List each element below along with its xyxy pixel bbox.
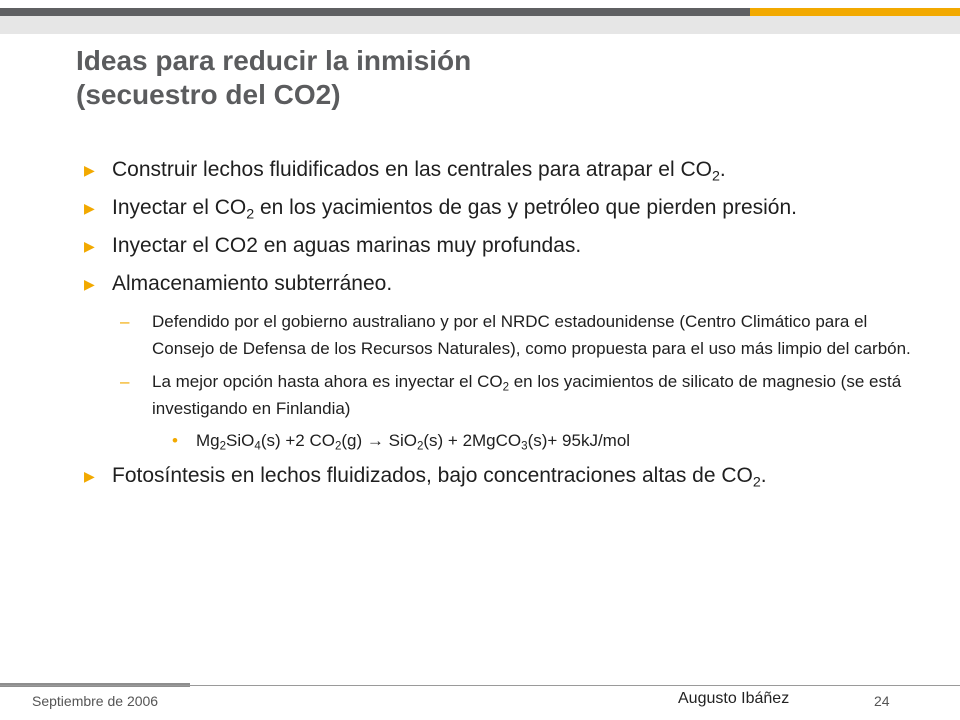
subscript: 2	[334, 440, 342, 453]
bullet-dot-icon: •	[172, 431, 178, 450]
equation-text: (g)	[341, 431, 367, 450]
subscript: 2	[502, 381, 509, 394]
equation-text: (s) +2 CO	[260, 431, 335, 450]
subscript: 2	[246, 206, 255, 223]
equation-text: Mg	[196, 431, 220, 450]
subscript: 4	[254, 440, 261, 453]
footer-author: Augusto Ibáñez	[678, 690, 790, 707]
bullet-text: Inyectar el CO	[112, 196, 247, 219]
footer-date: Septiembre de 2006	[32, 693, 159, 709]
bullet-arrow-icon: ▶	[84, 200, 95, 216]
bullet-text: en los yacimientos de gas y petróleo que pierden presión.	[254, 196, 797, 219]
bullet-text: .	[760, 464, 767, 487]
sub-bullet-australia-nrdc	[84, 308, 914, 362]
equation-text: (s) + 2MgCO	[423, 431, 522, 450]
top-bar-accent	[750, 8, 960, 16]
subscript: 2	[752, 474, 761, 491]
equation-text: SiO	[226, 431, 255, 450]
sub-bullet-text: en los yacimientos de silicato de magnesio (se está investigando en Finlandia)	[152, 372, 902, 418]
bullet-text: Fotosíntesis en lechos fluidizados, bajo concentraciones altas de CO	[112, 464, 753, 487]
bullet-text: .	[719, 158, 726, 181]
footer-divider	[0, 685, 960, 686]
reaction-equation	[84, 428, 914, 454]
equation-text: (s)+ 95kJ/mol	[527, 431, 631, 450]
top-bar-light	[0, 16, 960, 34]
subscript: 2	[711, 168, 720, 185]
bullet-inject-deep-sea	[84, 232, 914, 260]
subscript: 3	[521, 440, 528, 453]
page-number: 24	[874, 693, 890, 709]
sub-bullet-magnesium-silicate	[84, 368, 914, 422]
arrow-right-icon: →	[366, 431, 384, 450]
sub-bullet-text: Defendido por el gobierno australiano y por el NRDC estadounidense (Centro Climático para el Consejo de Defensa de los Recursos Naturales), como propuesta para el uso más limpio del carbón.	[152, 312, 911, 358]
bullet-arrow-icon: ▶	[84, 162, 95, 178]
slide-title-line-2: (secuestro del CO2)	[76, 79, 341, 110]
top-bar-dark	[0, 8, 750, 16]
bullet-underground-storage	[84, 270, 914, 298]
slide-title	[76, 44, 896, 112]
bullet-text: Inyectar el CO2 en aguas marinas muy profundas.	[112, 234, 582, 257]
bullet-inject-gas-oil	[84, 194, 914, 222]
bullet-text: Almacenamiento subterráneo.	[112, 272, 393, 295]
bullet-arrow-icon: ▶	[84, 468, 95, 484]
sub-bullet-text: La mejor opción hasta ahora es inyectar el CO	[152, 372, 503, 391]
bullet-arrow-icon: ▶	[84, 276, 95, 292]
bullet-arrow-icon: ▶	[84, 238, 95, 254]
equation-text: SiO	[383, 431, 417, 450]
slide-content	[84, 156, 914, 500]
bullet-text: Construir lechos fluidificados en las centrales para atrapar el CO	[112, 158, 712, 181]
bullet-fluidized-beds	[84, 156, 914, 184]
subscript: 2	[416, 440, 424, 453]
slide-title-line-1: Ideas para reducir la inmisión	[76, 45, 472, 76]
subscript: 2	[219, 440, 227, 453]
sub-bullet-dash-icon: –	[120, 312, 130, 331]
bullet-photosynthesis	[84, 462, 914, 490]
sub-bullet-dash-icon: –	[120, 372, 130, 391]
